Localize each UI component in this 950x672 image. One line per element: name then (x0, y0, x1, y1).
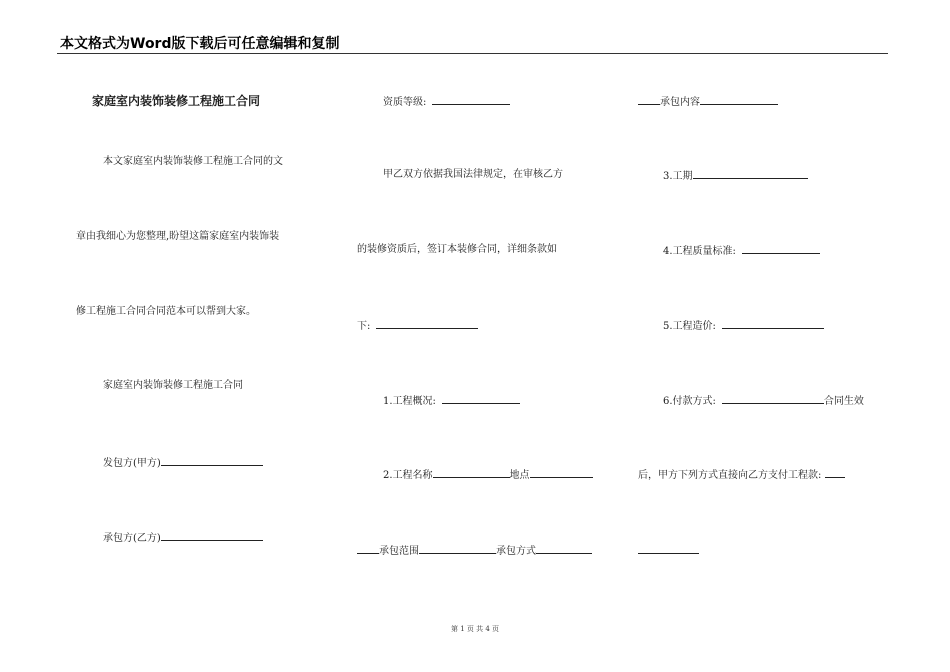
period-line (663, 168, 808, 184)
location-blank (530, 467, 593, 478)
body-line-2: 的装修资质后，签订本装修合同，详细条款如 (357, 244, 557, 255)
contract-title: 家庭室内装饰装修工程施工合同 (92, 94, 261, 108)
overview-line (383, 393, 520, 409)
party-a-label: 发包方(甲方) (103, 458, 161, 469)
qualification-label: 资质等级: (383, 97, 427, 108)
content-line (638, 94, 778, 110)
period-blank (693, 168, 808, 179)
page-number: 第 1 页 共 4 页 (450, 625, 500, 633)
quality-label: 4.工程质量标准: (663, 246, 736, 257)
body-line-3 (357, 318, 478, 334)
body-line-3-blank (376, 318, 478, 329)
scope-line (357, 543, 592, 559)
overview-label: 1.工程概况: (383, 396, 436, 407)
party-b-blank (161, 530, 263, 541)
effective-label: 合同生效 (823, 396, 864, 407)
content-leading-blank (638, 94, 660, 105)
project-name-label: 2.工程名称 (383, 470, 433, 481)
intro-line-2: 章由我细心为您整理,盼望这篇家庭室内装饰装 (76, 231, 280, 242)
payment-line (663, 393, 864, 409)
method-blank (536, 543, 592, 554)
body-line-3-text: 下: (357, 321, 371, 332)
quality-blank (742, 243, 820, 254)
body-line-1: 甲乙双方依据我国法律规定，在审核乙方 (383, 169, 563, 180)
trailing-blank-line (638, 543, 699, 559)
party-a-blank (161, 455, 263, 466)
contract-subtitle: 家庭室内装饰装修工程施工合同 (103, 380, 243, 391)
scope-label: 承包范围 (379, 546, 419, 557)
party-b-line (103, 530, 263, 546)
scope-leading-blank (357, 543, 379, 554)
payment-label: 6.付款方式: (663, 396, 716, 407)
period-label: 3.工期 (663, 171, 693, 182)
document-header: 本文格式为Word版下载后可任意编辑和复制 (60, 36, 340, 52)
cost-line (663, 318, 824, 334)
payment-continued-text: 后，甲方下列方式直接向乙方支付工程款: (638, 470, 822, 481)
qualification-line (383, 94, 510, 110)
payment-continued-line (638, 467, 845, 483)
overview-blank (442, 393, 520, 404)
content-label: 承包内容 (660, 97, 700, 108)
intro-line-3: 修工程施工合同合同范本可以帮到大家。 (76, 306, 256, 317)
project-name-line (383, 467, 593, 483)
header-divider (57, 53, 888, 54)
content-blank (700, 94, 778, 105)
location-label: 地点 (509, 470, 530, 481)
project-name-blank (433, 467, 510, 478)
party-a-line (103, 455, 263, 471)
payment-continued-blank (825, 467, 845, 478)
payment-blank (722, 393, 824, 404)
quality-line (663, 243, 820, 259)
intro-line-1: 本文家庭室内装饰装修工程施工合同的文 (103, 156, 283, 167)
cost-blank (722, 318, 824, 329)
trailing-blank (638, 543, 699, 554)
method-label: 承包方式 (496, 546, 536, 557)
scope-blank (419, 543, 496, 554)
qualification-blank (432, 94, 510, 105)
party-b-label: 承包方(乙方) (103, 533, 161, 544)
cost-label: 5.工程造价: (663, 321, 716, 332)
